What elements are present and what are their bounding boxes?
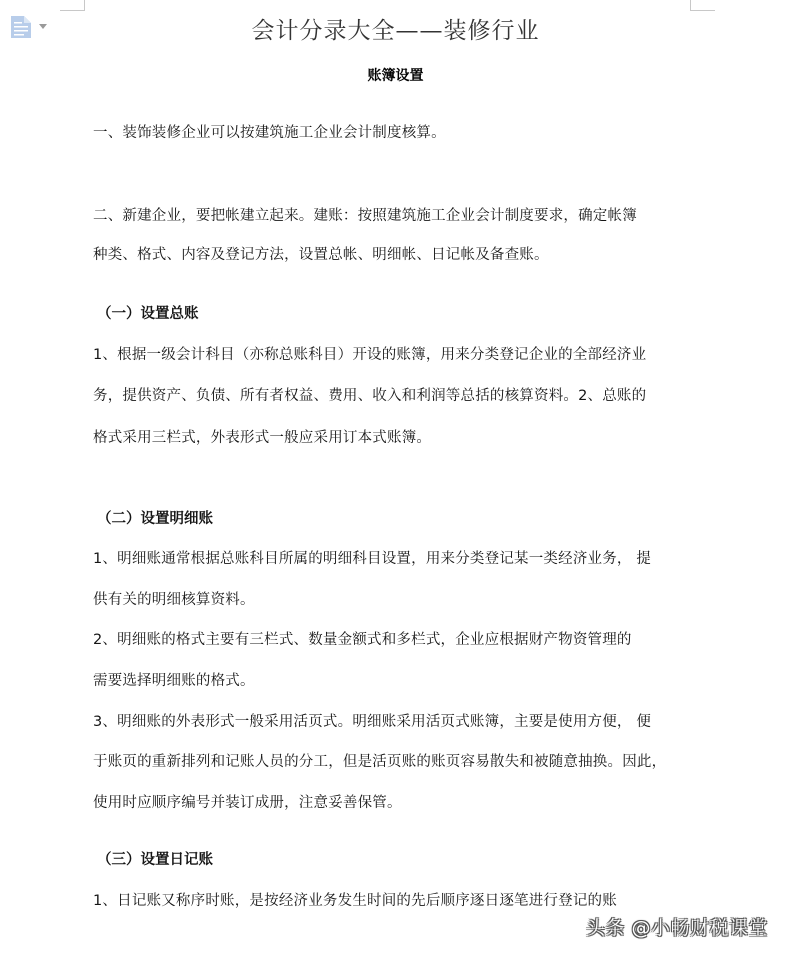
section-heading-general-ledger: （一）设置总账 <box>97 306 199 322</box>
section2-line-3: 2、明细账的格式主要有三栏式、数量金额式和多栏式，企业应根据财产物资管理的 <box>93 632 632 648</box>
paragraph-1: 一、装饰装修企业可以按建筑施工企业会计制度核算。 <box>93 125 446 141</box>
section2-line-6: 于账页的重新排列和记账人员的分工，但是活页账的账页容易散失和被随意抽换。因此， <box>93 754 667 770</box>
section2-line-1: 1、明细账通常根据总账科目所属的明细科目设置，用来分类登记某一类经济业务， 提 <box>93 551 652 567</box>
section2-line-4: 需要选择明细账的格式。 <box>93 673 255 689</box>
document-title: 会计分录大全——装修行业 <box>251 18 540 44</box>
document-subtitle: 账簿设置 <box>367 68 424 84</box>
section3-line-1: 1、日记账又称序时账，是按经济业务发生时间的先后顺序逐日逐笔进行登记的账 <box>93 893 617 909</box>
section1-line-3: 格式采用三栏式，外表形式一般应采用订本式账簿。 <box>93 430 432 446</box>
section2-line-5: 3、明细账的外表形式一般采用活页式。明细账采用活页式账簿，主要是使用方便， 便 <box>93 714 652 730</box>
margin-corner-mark-left <box>60 0 85 11</box>
section-heading-journal: （三）设置日记账 <box>97 852 213 868</box>
section2-line-7: 使用时应顺序编号并装订成册，注意妥善保管。 <box>93 795 402 811</box>
section2-line-2: 供有关的明细核算资料。 <box>93 592 255 608</box>
section1-line-1: 1、根据一级会计科目（亦称总账科目）开设的账簿，用来分类登记企业的全部经济业 <box>93 347 647 363</box>
paragraph-2-line-1: 二、新建企业，要把帐建立起来。建账：按照建筑施工企业会计制度要求，确定帐簿 <box>93 208 637 224</box>
watermark: 头条 @小畅财税课堂 <box>586 917 769 939</box>
margin-corner-mark-right <box>690 0 715 11</box>
section-heading-subsidiary-ledger: （二）设置明细账 <box>97 511 213 527</box>
section1-line-2: 务，提供资产、负债、所有者权益、费用、收入和利润等总括的核算资料。2、总账的 <box>93 388 647 404</box>
paragraph-2-line-2: 种类、格式、内容及登记方法，设置总帐、明细帐、日记帐及备查账。 <box>93 247 549 263</box>
